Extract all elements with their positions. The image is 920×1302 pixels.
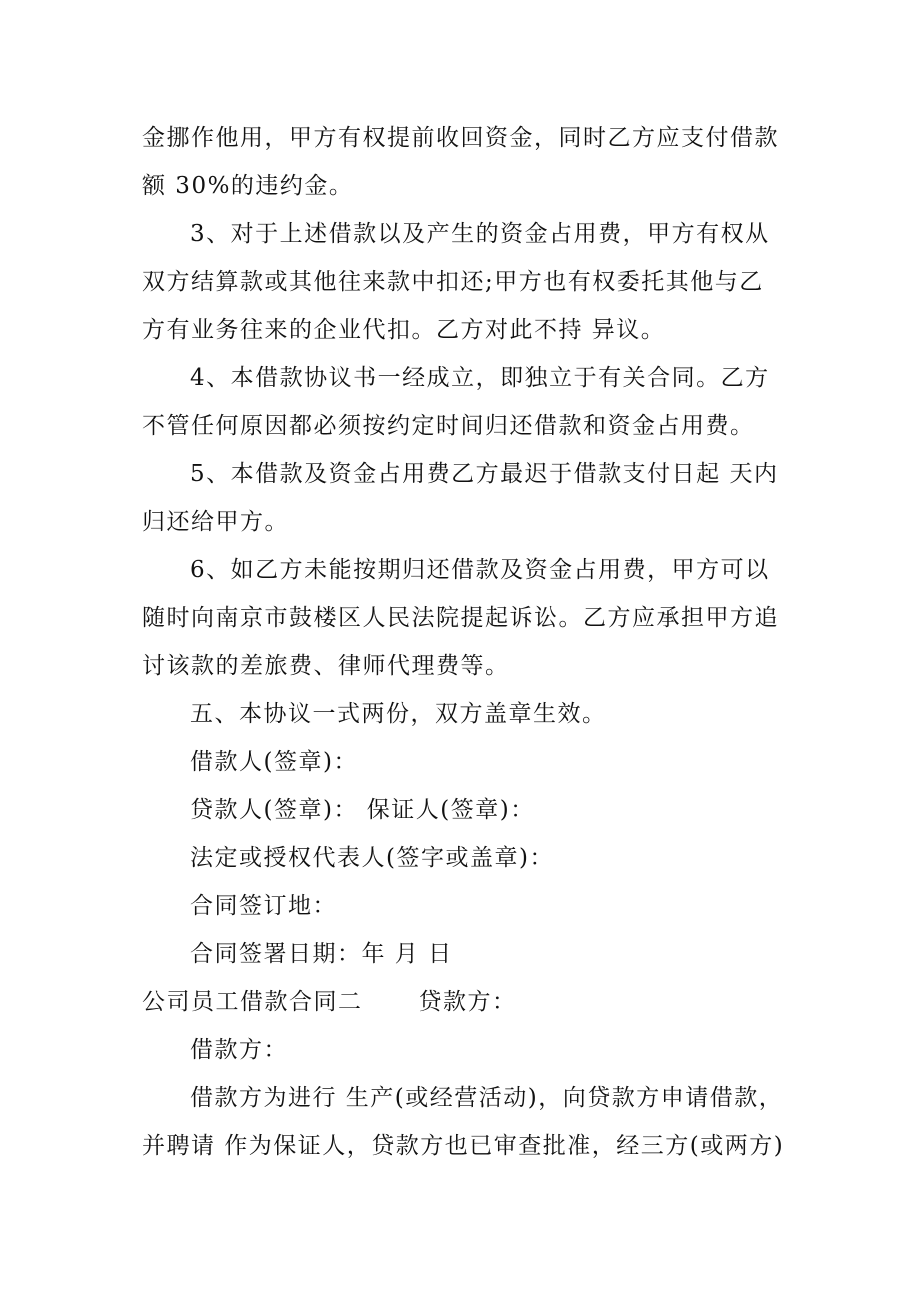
text-line-10: 6、如乙方未能按期归还借款及资金占用费，甲方可以 [190,557,770,583]
text-line-6: 4、本借款协议书一经成立，即独立于有关合同。乙方 [190,365,770,391]
contract-two-heading: 公司员工借款合同二 [142,989,363,1015]
text-line-1: 金挪作他用，甲方有权提前收回资金，同时乙方应支付借款 [142,125,779,151]
text-line-12: 讨该款的差旅费、律师代理费等。 [142,653,510,679]
text-line-5: 方有业务往来的企业代扣。乙方对此不持 异议。 [142,317,666,343]
text-line-3: 3、对于上述借款以及产生的资金占用费，甲方有权从 [190,221,770,247]
lender-label: 贷款方： [418,989,517,1015]
text-line-22: 并聘请 作为保证人，贷款方也已审查批准，经三方(或两方) [142,1133,785,1159]
text-line-11: 随时向南京市鼓楼区人民法院提起诉讼。乙方应承担甲方追 [142,605,779,631]
text-line-4: 双方结算款或其他往来款中扣还;甲方也有权委托其他与乙 [142,269,764,295]
text-line-8: 5、本借款及资金占用费乙方最迟于借款支付日起 天内 [190,461,779,487]
text-line-16: 法定或授权代表人(签字或盖章)： [190,845,554,871]
text-line-14: 借款人(签章)： [190,749,358,775]
text-line-17: 合同签订地： [190,893,337,919]
text-line-18: 合同签署日期：年 月 日 [190,941,453,967]
text-line-21: 借款方为进行 生产(或经营活动)，向贷款方申请借款， [190,1085,784,1111]
text-line-7: 不管任何原因都必须按约定时间归还借款和资金占用费。 [142,413,755,439]
text-line-13: 五、本协议一式两份，双方盖章生效。 [190,701,607,727]
text-line-20: 借款方： [190,1037,288,1063]
text-line-15: 贷款人(签章)： 保证人(签章)： [190,797,535,823]
text-line-9: 归还给甲方。 [142,509,289,535]
text-line-19 [142,987,517,1017]
text-line-2: 额 30%的违约金。 [142,173,354,199]
